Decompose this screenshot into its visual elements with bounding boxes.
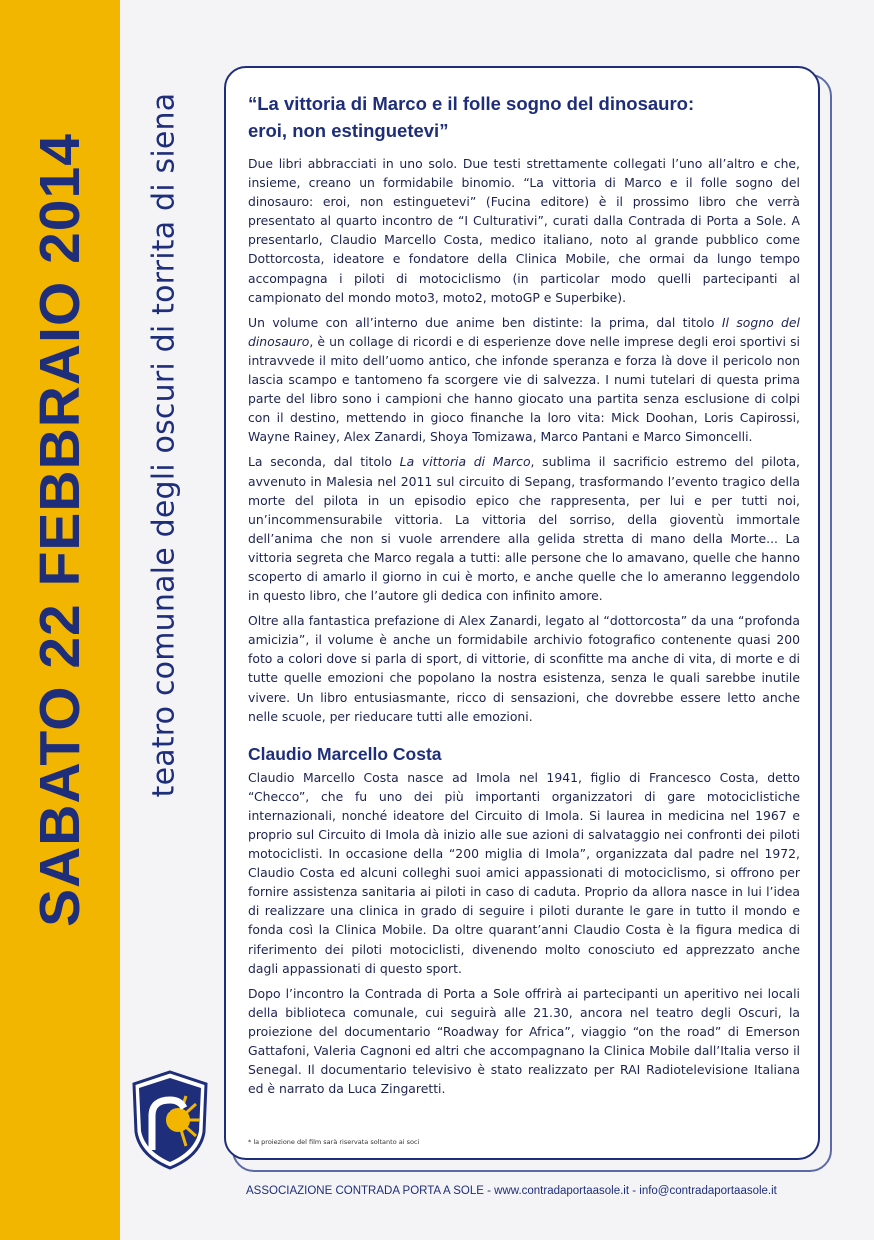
footnote: * la proiezione del film sarà riservata soltanto ai soci: [248, 1138, 420, 1146]
paragraph-text: Un volume con all’interno due anime ben distinte: la prima, dal titolo: [248, 314, 722, 330]
paragraph-intro: Due libri abbracciati in uno solo. Due testi strettamente collegati l’uno all’altro e che, insieme, creano un formidabile binomio. “La vittoria di Marco e il folle sogno del dinosauro: eroi, non estinguetevi” (Fucina editore) è il prossimo libro che verrà presentato al quarto incontro de “I Culturativi”, curati dalla Contrada di Porta a Sole. A presentarlo, Claudio Marcello Costa, medico italiano, noto al grande pubblico come Dottorcosta, ideatore e fondatore della Clinica Mobile, che ormai da lungo tempo accompagna i piloti di motociclismo (in particolar modo quelli partecipanti al campionato del mondo moto3, moto2, motoGP e Superbike).: [248, 156, 800, 305]
paragraph-after-event: Dopo l’incontro la Contrada di Porta a Sole offrirà ai partecipanti un aperitivo nei locali della biblioteca comunale, cui seguirà alle 21.30, ancora nel teatro degli Oscuri, la proiezione del documentario “Roadway for Africa”, viaggio “on the road” di Emerson Gattafoni, Valeria Cagnoni ed altri che accompagnano la Clinica Mobile dall’Italia verso il Senegal. Il documentario televisivo è stato realizzato per RAI Radiotelevisione Italiana ed è narrato da Luca Zingaretti.: [248, 985, 800, 1097]
event-date: SABATO 22 FEBBRAIO 2014: [28, 133, 92, 927]
paragraph-text: , è un collage di ricordi e di esperienze dove nelle imprese degli eroi sportivi si intravvede il mito dell’uomo antico, che infonde speranza e forza là dove il pericolo non lascia scampo e tantomeno fa scorgere vie di salvezza. I numi tutelari di questa prima parte del libro sono i campioni che hanno giocato una partita senza esclusione di colpi con il destino, mettendo in gioco finanche la loro vita: Mick Doohan, Loris Capirossi, Wayne Rainey, Alex Zanardi, Shoya Tomizawa, Marco Pantani e Marco Simoncelli.: [248, 333, 800, 445]
paragraph-second-part: [248, 452, 800, 605]
book-title-italic: Il sogno del dinosauro: [248, 314, 800, 349]
book-title-italic: La vittoria di Marco: [399, 454, 531, 470]
paragraph-first-part: [248, 313, 800, 447]
article-title-line2: eroi, non estinguetevi”: [248, 120, 449, 141]
contrada-shield-logo-icon: [130, 1070, 210, 1170]
article-panel: [224, 66, 820, 1160]
paragraph-biography: Claudio Marcello Costa nasce ad Imola nel 1941, figlio di Francesco Costa, detto “Checco”, che fu uno dei più importanti organizzatori di gare motociclistiche internazionali, nonché ideatore del Circuito di Imola. Si laurea in medicina nel 1967 e proprio sul Circuito di Imola dà inizio alle sue azioni di salvataggio nei confronti dei piloti motociclisti. In occasione della “200 miglia di Imola”, organizzata dal padre nel 1972, Claudio Costa ed alcuni colleghi suoi amici appassionati di motociclismo, si offrono per fornire assistenza sanitaria ai piloti in caso di caduta. Proprio da allora nasce in lui l’idea di realizzare una clinica in grado di seguire i piloti durante le gare in tutto il mondo e fonda così la Clinica Mobile. Da oltre quarant’anni Claudio Costa è la figura medica di riferimento dei piloti motociclisti, divenendo molto conosciuto ed apprezzato anche dagli appassionati di questo sport.: [248, 769, 800, 976]
footer-contacts: ASSOCIAZIONE CONTRADA PORTA A SOLE - www.contradaportaasole.it - info@contradaportaasole.it: [246, 1185, 777, 1197]
article-title-line1: “La vittoria di Marco e il folle sogno del dinosauro:: [248, 93, 695, 114]
paragraph-preface: Oltre alla fantastica prefazione di Alex Zanardi, legato al “dottorcosta” da una “profonda amicizia”, il volume è anche un formidabile archivio fotografico contenente quasi 200 foto a colori dove si parla di sport, di vittorie, di sconfitte ma anche di vita, di morte e di tutte quelle emozioni che popolano la nostra esistenza, senza le quali sarebbe inutile vivere. Un libro entusiasmante, ricco di sensazioni, che dovrebbe essere letto anche nelle scuole, per rieducare tutti alle emozioni.: [248, 613, 800, 724]
paragraph-text: , sublima il sacrificio estremo del pilota, avvenuto in Malesia nel 2011 sul circuito di Sepang, trasformando l’evento tragico della morte del pilota in un episodio epico che rappresenta, per lui e per tutti noi, un’incommensurabile vittoria. La vittoria del sorriso, della gioventù immortale dell’anima che non si vuole arrendere alla gelida stretta di mano della Morte... La vittoria segreta che Marco regala a tutti: alle persone che lo amavano, quelle che hanno scoperto di amarlo il giorno in cui è morto, e anche quelle che lo ameranno leggendolo in questo libro, che l’autore gli dedica con infinito amore.: [248, 454, 800, 604]
event-venue: teatro comunale degli oscuri di torrita di siena: [146, 92, 182, 798]
section-title: Claudio Marcello Costa: [248, 743, 442, 764]
paragraph-text: La seconda, dal titolo: [248, 454, 400, 470]
article-title: [248, 90, 800, 144]
article-content: [248, 90, 800, 1104]
